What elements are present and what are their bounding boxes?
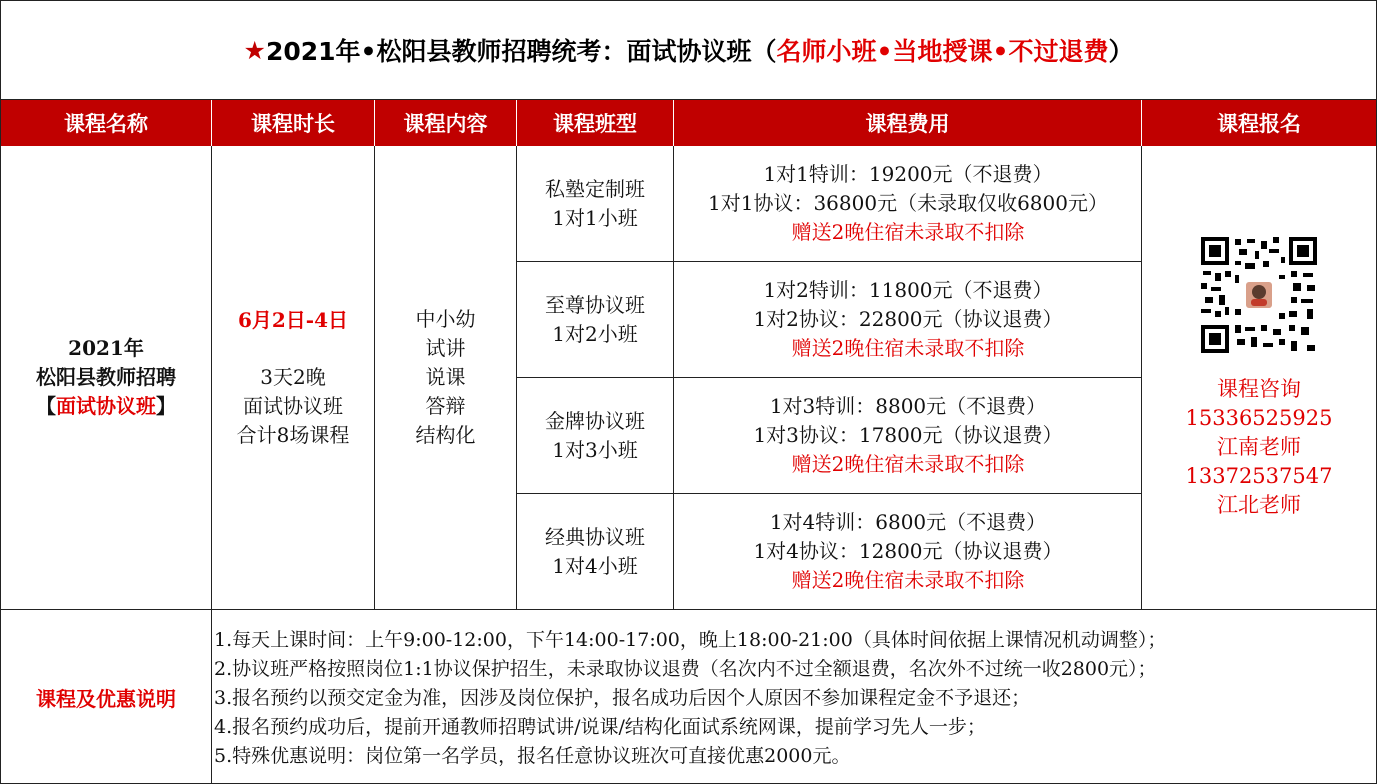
class-type-cell: 至尊协议班 1对2小班 bbox=[517, 262, 674, 377]
page-title bbox=[1, 1, 1376, 100]
fee-cell: 1对4特训：6800元（不退费） 1对4协议：12800元（协议退费） 赠送2晚住宿未录取不扣除 bbox=[674, 494, 1142, 609]
duration-days: 3天2晚 bbox=[260, 364, 326, 389]
content-cell bbox=[375, 146, 517, 609]
note-item: 2.协议班严格按照岗位1:1协议保护招生，未录取协议退费（名次内不过全额退费，名次外不过统一收2800元）； bbox=[214, 658, 1157, 680]
notes-label: 课程及优惠说明 bbox=[1, 610, 212, 784]
duration-total: 合计8场课程 bbox=[236, 422, 350, 447]
header-course-name: 课程名称 bbox=[1, 100, 212, 146]
header-duration: 课程时长 bbox=[212, 100, 375, 146]
course-org: 松阳县教师招聘 bbox=[36, 365, 176, 389]
fee-cell: 1对1特训：19200元（不退费） 1对1协议：36800元（未录取仅收6800元） 赠送2晚住宿未录取不扣除 bbox=[674, 146, 1142, 261]
note-item: 4.报名预约成功后，提前开通教师招聘试讲/说课/结构化面试系统网课，提前学习先人一步； bbox=[214, 716, 986, 738]
notes-list bbox=[214, 626, 1374, 771]
content-item: 试讲 bbox=[425, 336, 466, 360]
class-fee-grid bbox=[517, 146, 1142, 609]
title-end: ） bbox=[1108, 37, 1134, 66]
content-item: 中小幼 bbox=[415, 307, 476, 331]
content-item: 说课 bbox=[425, 365, 466, 389]
consult-label: 课程咨询 bbox=[1217, 377, 1301, 401]
star-icon: ★ bbox=[243, 35, 266, 65]
title-main: 2021年•松阳县教师招聘统考：面试协议班（ bbox=[265, 37, 777, 66]
class-type-cell: 私塾定制班 1对1小班 bbox=[517, 146, 674, 261]
notes-section bbox=[1, 609, 1376, 783]
teacher-jiangnan: 江南老师 bbox=[1217, 435, 1301, 459]
content-item: 结构化 bbox=[415, 423, 476, 447]
bonus-text: 赠送2晚住宿未录取不扣除 bbox=[791, 452, 1025, 476]
course-year: 2021年 bbox=[68, 336, 144, 360]
class-row bbox=[517, 378, 1142, 494]
course-type-label: 【面试协议班】 bbox=[36, 394, 176, 418]
table-header-row bbox=[1, 100, 1376, 146]
note-item: 1.每天上课时间：上午9:00-12:00，下午14:00-17:00，晚上18:00-21:00（具体时间依据上课情况机动调整）； bbox=[214, 629, 1167, 651]
header-signup: 课程报名 bbox=[1217, 112, 1301, 136]
bonus-text: 赠送2晚住宿未录取不扣除 bbox=[791, 568, 1025, 592]
note-item: 3.报名预约以预交定金为准，因涉及岗位保护，报名成功后因个人原因不参加课程定金不予退还； bbox=[214, 687, 1031, 709]
teacher-jiangbei: 江北老师 bbox=[1217, 493, 1301, 517]
content-item: 答辩 bbox=[425, 394, 466, 418]
duration-date: 6月2日-4日 bbox=[237, 307, 349, 332]
duration-cell bbox=[212, 146, 375, 609]
bonus-text: 赠送2晚住宿未录取不扣除 bbox=[791, 220, 1025, 244]
table-body bbox=[1, 146, 1376, 609]
class-row bbox=[517, 146, 1142, 262]
signup-cell bbox=[1142, 146, 1376, 609]
duration-class: 面试协议班 bbox=[243, 393, 343, 418]
note-item: 5.特殊优惠说明：岗位第一名学员，报名任意协议班次可直接优惠2000元。 bbox=[214, 745, 851, 767]
header-fee: 课程费用 bbox=[674, 100, 1142, 146]
fee-cell: 1对3特训：8800元（不退费） 1对3协议：17800元（协议退费） 赠送2晚住宿未录取不扣除 bbox=[674, 378, 1142, 493]
course-name-cell bbox=[1, 146, 212, 609]
class-type-cell: 经典协议班 1对4小班 bbox=[517, 494, 674, 609]
class-row bbox=[517, 494, 1142, 609]
title-highlight: 名师小班•当地授课•不过退费 bbox=[776, 37, 1109, 66]
class-row bbox=[517, 262, 1142, 378]
header-class-type: 课程班型 bbox=[517, 100, 674, 146]
class-type-cell: 金牌协议班 1对3小班 bbox=[517, 378, 674, 493]
phone-jiangbei[interactable]: 13372537547 bbox=[1185, 464, 1333, 488]
qr-code-icon[interactable] bbox=[1199, 235, 1319, 355]
bonus-text: 赠送2晚住宿未录取不扣除 bbox=[791, 336, 1025, 360]
phone-jiangnan[interactable]: 15336525925 bbox=[1185, 406, 1333, 430]
fee-cell: 1对2特训：11800元（不退费） 1对2协议：22800元（协议退费） 赠送2晚住宿未录取不扣除 bbox=[674, 262, 1142, 377]
header-content: 课程内容 bbox=[375, 100, 517, 146]
